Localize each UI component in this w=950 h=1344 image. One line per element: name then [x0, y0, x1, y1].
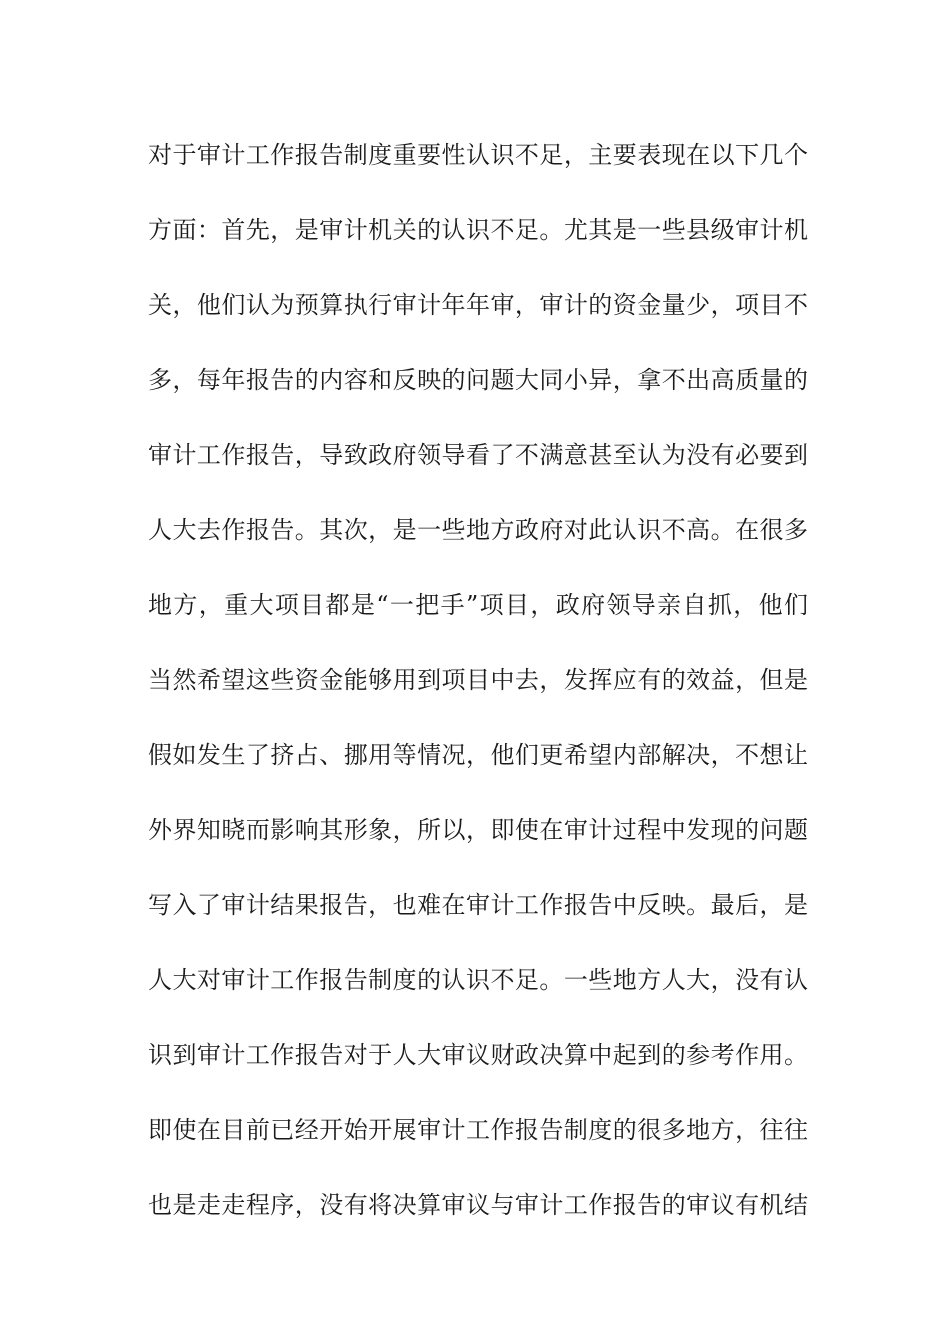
text-line: 关，他们认为预算执行审计年年审，审计的资金量少，项目不	[148, 291, 808, 319]
body-paragraph	[148, 135, 808, 1260]
text-line: 审计工作报告，导致政府领导看了不满意甚至认为没有必要到	[148, 441, 808, 469]
text-line: 写入了审计结果报告，也难在审计工作报告中反映。最后，是	[148, 891, 808, 919]
text-line: 地方，重大项目都是“一把手”项目，政府领导亲自抓，他们	[148, 591, 808, 619]
text-line: 即使在目前已经开始开展审计工作报告制度的很多地方，往往	[148, 1116, 808, 1144]
text-line: 方面：首先，是审计机关的认识不足。尤其是一些县级审计机	[148, 216, 808, 244]
text-line: 假如发生了挤占、挪用等情况，他们更希望内部解决，不想让	[148, 741, 808, 769]
text-line: 人大对审计工作报告制度的认识不足。一些地方人大，没有认	[148, 966, 808, 994]
text-line: 识到审计工作报告对于人大审议财政决算中起到的参考作用。	[148, 1041, 808, 1069]
text-line: 多，每年报告的内容和反映的问题大同小异，拿不出高质量的	[148, 366, 808, 394]
text-line: 人大去作报告。其次，是一些地方政府对此认识不高。在很多	[148, 516, 808, 544]
text-line: 也是走走程序，没有将决算审议与审计工作报告的审议有机结	[148, 1191, 808, 1219]
text-line: 外界知晓而影响其形象，所以，即使在审计过程中发现的问题	[148, 816, 808, 844]
text-line: 对于审计工作报告制度重要性认识不足，主要表现在以下几个	[148, 141, 808, 169]
text-line: 当然希望这些资金能够用到项目中去，发挥应有的效益，但是	[148, 666, 808, 694]
